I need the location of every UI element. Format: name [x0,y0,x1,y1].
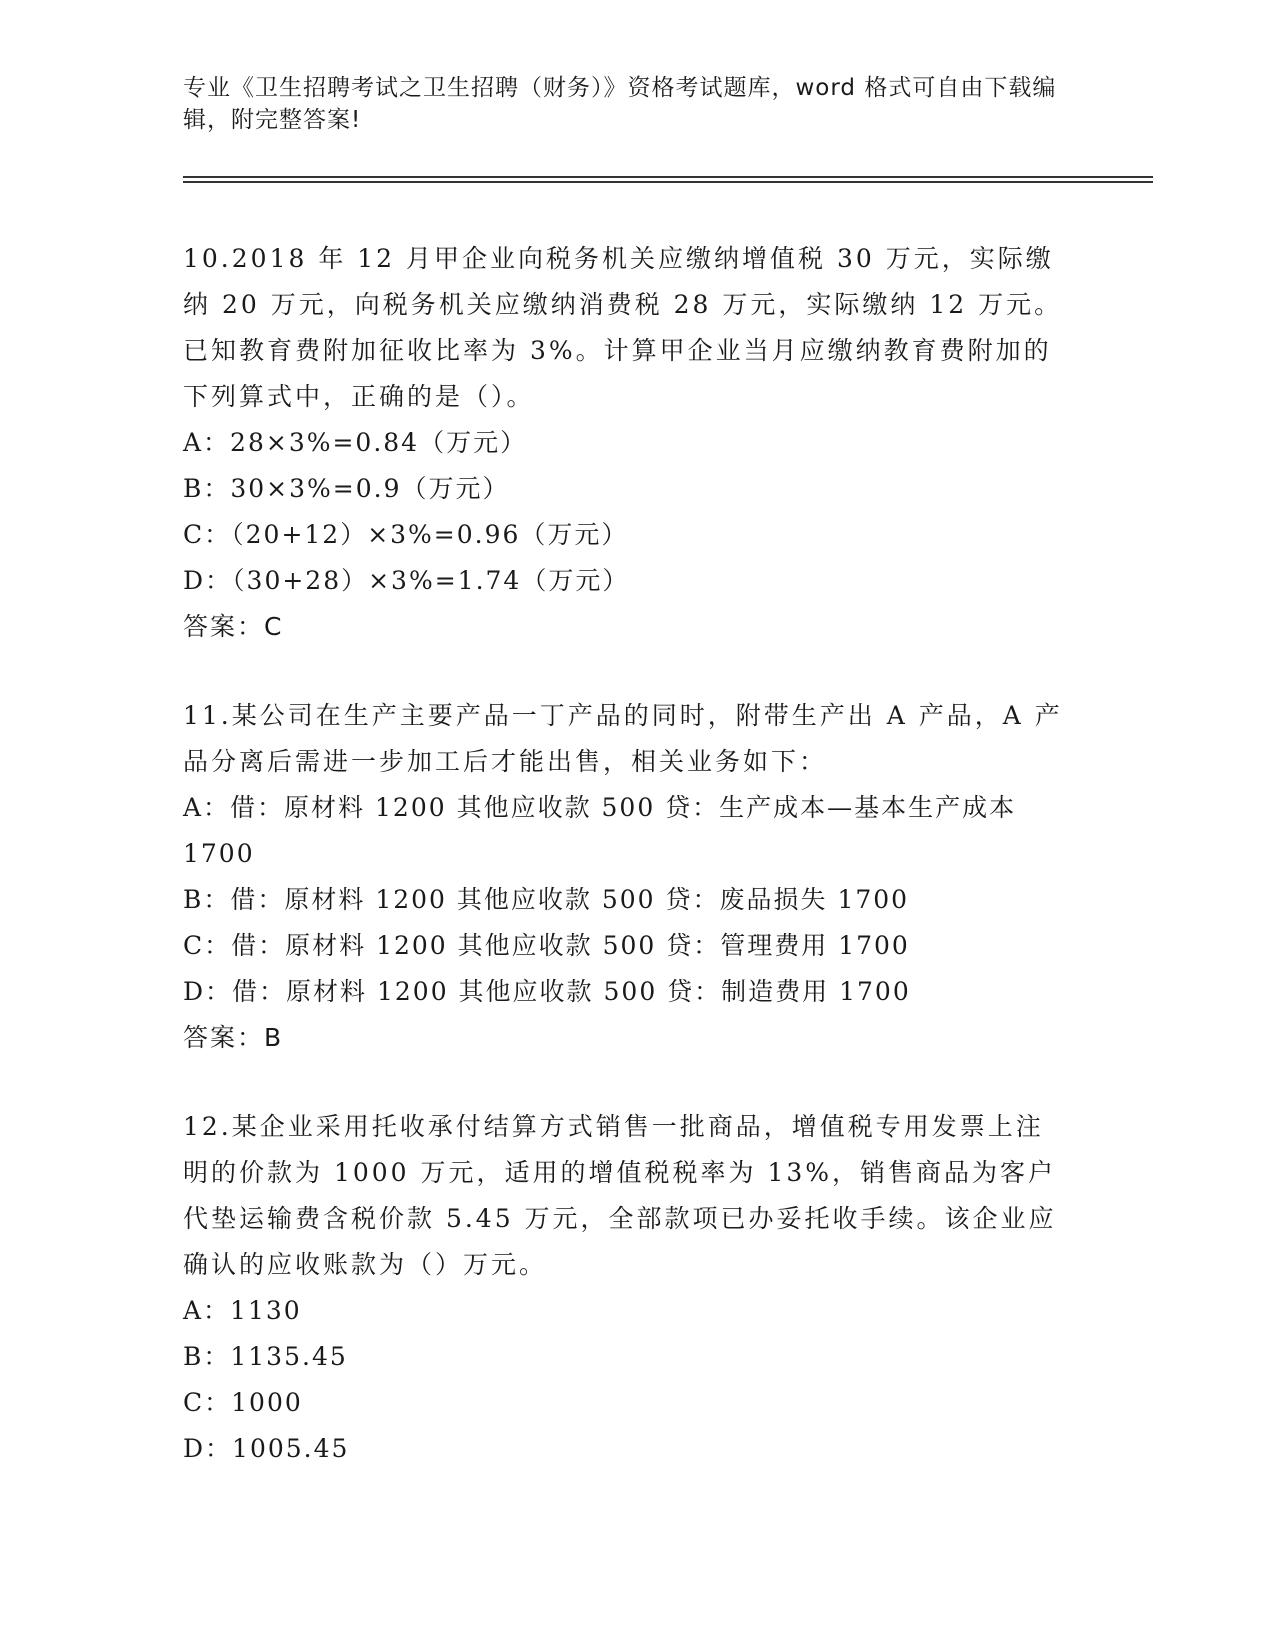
question-stem: 12.某企业采用托收承付结算方式销售一批商品，增值税专用发票上注明的价款为 1000 万元，适用的增值税税率为 13%，销售商品为客户代垫运输费含税价款 5.45 万元，全部款项已办妥托收手续。该企业应确认的应收账款为（）万元。 [183,1112,1057,1279]
option-b: B：30×3%=0.9（万元） [183,474,510,503]
option-a: A：借：原材料 1200 其他应收款 500 贷：生产成本—基本生产成本 1700 [183,793,1017,868]
option-d: D：1005.45 [183,1434,350,1463]
option-b: B：借：原材料 1200 其他应收款 500 贷：废品损失 1700 [183,885,910,914]
option-a: A：28×3%=0.84（万元） [183,428,528,457]
option-d: D：（30+28）×3%=1.74（万元） [183,566,630,595]
option-c: C：（20+12）×3%=0.96（万元） [183,520,629,549]
question-11 [183,693,1068,1061]
option-list [183,785,1068,1015]
option-list [183,420,1068,604]
question-stem: 11.某公司在生产主要产品一丁产品的同时，附带生产出 A 产品，A 产品分离后需进一步加工后才能出售，相关业务如下： [183,701,1063,776]
option-list [183,1288,1068,1472]
option-b: B：1135.45 [183,1342,348,1371]
header-divider-top [183,176,1153,178]
question-stem: 10.2018 年 12 月甲企业向税务机关应缴纳增值税 30 万元，实际缴纳 20 万元，向税务机关应缴纳消费税 28 万元，实际缴纳 12 万元。已知教育费附加征收比率为 3%。计算甲企业当月应缴纳教育费附加的下列算式中，正确的是（）。 [183,244,1063,411]
question-10 [183,236,1068,650]
option-c: C：1000 [183,1388,303,1417]
option-d: D：借：原材料 1200 其他应收款 500 贷：制造费用 1700 [183,977,911,1006]
option-a: A：1130 [183,1296,302,1325]
question-12 [183,1104,1068,1472]
header-divider-bottom [183,181,1153,183]
document-intro: 专业《卫生招聘考试之卫生招聘（财务）》资格考试题库，word 格式可自由下载编辑，附完整答案! [183,75,1057,133]
option-c: C：借：原材料 1200 其他应收款 500 贷：管理费用 1700 [183,931,910,960]
answer-label: 答案：B [183,1023,284,1052]
answer-label: 答案：C [183,612,284,641]
